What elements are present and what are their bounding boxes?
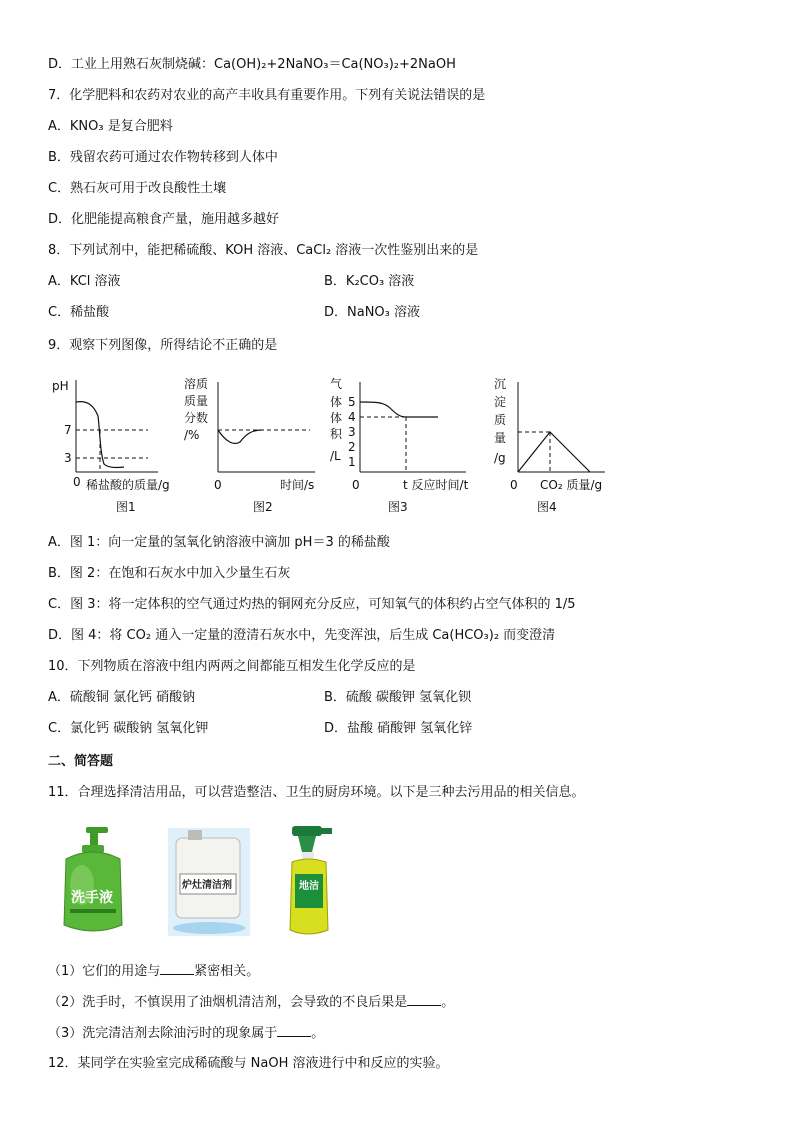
- question-7: 7．化学肥料和农药对农业的高产丰收具有重要作用。下列有关说法错误的是: [48, 88, 486, 103]
- graph4-ylabel-5: /g: [494, 451, 506, 465]
- answer-blank-1: [160, 962, 194, 975]
- question-10: 10．下列物质在溶液中组内两两之间都能互相发生化学反应的是: [48, 659, 416, 674]
- question-8: 8．下列试剂中，能把稀硫酸、KOH 溶液、CaCl₂ 溶液一次性鉴别出来的是: [48, 243, 479, 258]
- graph4-ylabel-4: 量: [494, 431, 507, 445]
- graph4-curve: [518, 432, 590, 472]
- graph-2: [180, 372, 330, 497]
- graph3-xlabel: t 反应时间/t: [403, 478, 469, 492]
- graph1-ylabel: pH: [52, 379, 69, 393]
- graph1-xlabel: 稀盐酸的质量/g: [86, 478, 170, 492]
- graph2-ylabel-1: 溶质: [184, 377, 209, 391]
- graph3-tick-4: 4: [348, 410, 356, 424]
- graph3-ylabel-4: 积: [330, 427, 343, 441]
- kitchen-spray-bottle-image: [282, 822, 346, 938]
- q11-3-text-after: 。: [311, 1026, 325, 1041]
- graph4-caption: 图4: [537, 500, 557, 514]
- graph3-ylabel-2: 体: [330, 395, 343, 409]
- question-11: 11．合理选择清洁用品，可以营造整洁、卫生的厨房环境。以下是三种去污用品的相关信息。: [48, 785, 585, 800]
- graph2-curve: [218, 430, 262, 444]
- graph3-caption: 图3: [388, 500, 408, 514]
- option-9c: C．图 3：将一定体积的空气通过灼热的铜网充分反应，可知氧气的体积约占空气体积的 1/5: [48, 597, 576, 612]
- graph3-ylabel-3: 体: [330, 411, 343, 425]
- q11-3-text-before: （3）洗完清洁剂去除油污时的现象属于: [48, 1026, 278, 1041]
- graph-4: [490, 372, 630, 497]
- graph-1: [48, 372, 188, 497]
- option-8b: B．K₂CO₃ 溶液: [324, 274, 415, 289]
- graph4-ylabel-2: 淀: [494, 395, 507, 409]
- graph2-caption: 图2: [253, 500, 273, 514]
- graph1-tick-7: 7: [64, 423, 72, 437]
- question-11-2: [48, 993, 454, 1012]
- option-9b: B．图 2：在饱和石灰水中加入少量生石灰: [48, 566, 291, 581]
- option-9a: A．图 1：向一定量的氢氧化钠溶液中滴加 pH＝3 的稀盐酸: [48, 535, 390, 550]
- option-7d: D．化肥能提高粮食产量，施用越多越好: [48, 212, 280, 227]
- stove-cleaner-label: 炉灶清洁剂: [182, 880, 232, 891]
- option-10a: A．硫酸铜 氯化钙 硝酸钠: [48, 690, 196, 705]
- graph3-origin: 0: [352, 478, 360, 492]
- option-7c: C．熟石灰可用于改良酸性土壤: [48, 181, 227, 196]
- answer-blank-3: [277, 1024, 311, 1037]
- question-11-1: [48, 962, 259, 981]
- graph3-curve: [360, 402, 438, 417]
- question-9: 9．观察下列图像，所得结论不正确的是: [48, 338, 278, 353]
- stove-cleaner-jug-image: [168, 828, 250, 936]
- option-7a: A．KNO₃ 是复合肥料: [48, 119, 173, 134]
- graph4-ylabel-3: 质: [494, 413, 507, 427]
- graph1-origin: 0: [73, 475, 81, 489]
- graph2-origin: 0: [214, 478, 222, 492]
- kitchen-spray-label: 地洁: [299, 881, 319, 892]
- graph2-ylabel-3: 分数: [184, 411, 209, 425]
- q11-1-text-before: （1）它们的用途与: [48, 964, 161, 979]
- question-12: 12．某同学在实验室完成稀硫酸与 NaOH 溶液进行中和反应的实验。: [48, 1056, 449, 1071]
- graph2-ylabel-2: 质量: [184, 394, 209, 408]
- section-title-2: 二、简答题: [48, 754, 114, 769]
- option-8a: A．KCl 溶液: [48, 274, 121, 289]
- option-8c: C．稀盐酸: [48, 305, 110, 320]
- option-9d: D．图 4：将 CO₂ 通入一定量的澄清石灰水中，先变浑浊，后生成 Ca(HCO₃)₂ 而变澄清: [48, 628, 556, 643]
- hand-soap-label: 洗手液: [71, 890, 113, 906]
- graph3-ylabel-1: 气: [330, 377, 343, 391]
- graph3-tick-2: 2: [348, 440, 356, 454]
- graph2-xlabel: 时间/s: [280, 478, 315, 492]
- graph3-tick-5: 5: [348, 395, 356, 409]
- graph4-ylabel-1: 沉: [494, 377, 507, 391]
- q11-1-text-after: 紧密相关。: [194, 964, 260, 979]
- graph1-caption: 图1: [116, 500, 136, 514]
- q11-2-text-before: （2）洗手时，不慎误用了油烟机清洁剂，会导致的不良后果是: [48, 995, 408, 1010]
- graph3-tick-1: 1: [348, 455, 356, 469]
- graph-3: [326, 372, 486, 497]
- option-7b: B．残留农药可通过农作物转移到人体中: [48, 150, 278, 165]
- graph4-origin: 0: [510, 478, 518, 492]
- question-11-3: [48, 1024, 324, 1043]
- graph3-ylabel-5: /L: [330, 449, 341, 463]
- q11-2-text-after: 。: [441, 995, 455, 1010]
- graph3-tick-3: 3: [348, 425, 356, 439]
- graph2-ylabel-4: /%: [184, 428, 200, 442]
- line-d6: D．工业上用熟石灰制烧碱：Ca(OH)₂+2NaNO₃＝Ca(NO₃)₂+2NaOH: [48, 57, 456, 72]
- answer-blank-2: [407, 993, 441, 1006]
- hand-soap-bottle-image: [52, 825, 134, 937]
- option-8d: D．NaNO₃ 溶液: [324, 305, 421, 320]
- option-10b: B．硫酸 碳酸钾 氢氧化钡: [324, 690, 472, 705]
- graph4-xlabel: CO₂ 质量/g: [540, 478, 603, 492]
- graph1-tick-3: 3: [64, 451, 72, 465]
- option-10c: C．氯化钙 碳酸钠 氢氧化钾: [48, 721, 209, 736]
- option-10d: D．盐酸 硝酸钾 氢氧化锌: [324, 721, 473, 736]
